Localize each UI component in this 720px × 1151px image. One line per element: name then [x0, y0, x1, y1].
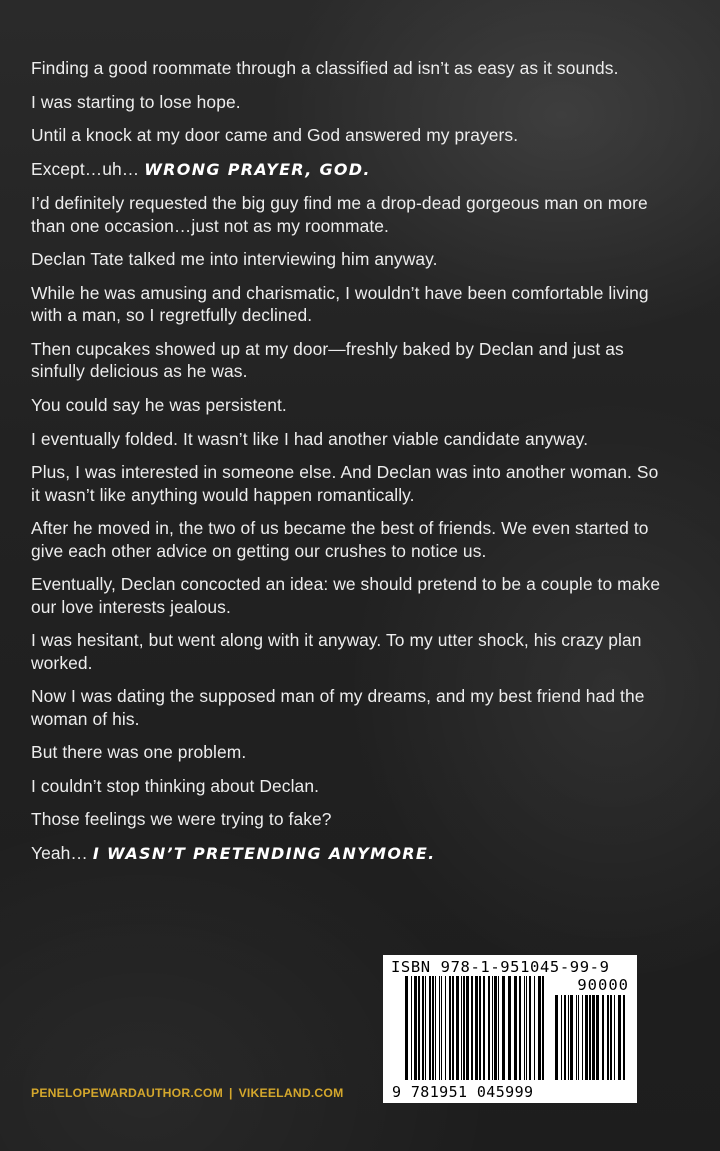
- blurb-paragraph: I’d definitely requested the big guy find me a drop-dead gorgeous man on more than one occasion…just not as my roommate.: [31, 193, 648, 236]
- barcode-stripe: [498, 976, 499, 1080]
- barcode-stripe: [502, 976, 505, 1080]
- barcode-stripe: [479, 976, 481, 1080]
- blurb-paragraph: While he was amusing and charismatic, I wouldn’t have been comfortable living with a man, so I regretfully declined.: [31, 282, 649, 326]
- barcode-stripe: [570, 995, 573, 1080]
- blurb-paragraph: Finding a good roommate through a classified ad isn’t as easy as it sounds.: [31, 58, 619, 78]
- barcode-stripe: [439, 976, 440, 1080]
- barcode-stripe: [529, 976, 531, 1080]
- blurb-paragraph: Then cupcakes showed up at my door—freshly baked by Declan and just as sinfully delicious as he was.: [31, 338, 624, 382]
- blurb-paragraph: Eventually, Declan concocted an idea: we should pretend to be a couple to make our love interests jealous.: [31, 574, 661, 617]
- blurb-text: [31, 57, 671, 877]
- blurb-paragraph: Until a knock at my door came and God answered my prayers.: [31, 125, 519, 146]
- barcode-stripe: [514, 976, 517, 1080]
- blurb-paragraph: I eventually folded. It wasn’t like I had another viable candidate anyway.: [31, 428, 589, 449]
- separator: |: [228, 1086, 233, 1100]
- barcode-stripe: [538, 976, 541, 1080]
- barcode-stripe: [483, 976, 485, 1080]
- barcode-stripe: [414, 976, 417, 1080]
- barcode-stripe: [441, 976, 442, 1080]
- barcode-stripe: [582, 995, 583, 1080]
- website-link[interactable]: VIKEELAND.COM: [238, 1086, 344, 1100]
- barcode-stripe: [435, 976, 436, 1080]
- barcode-stripe: [475, 976, 478, 1080]
- author-websites: [31, 1086, 343, 1100]
- handwritten-accent: I WASN’T PRETENDING ANYMORE.: [92, 843, 436, 863]
- blurb-paragraph: You could say he was persistent.: [31, 394, 287, 415]
- barcode-stripe: [466, 976, 469, 1080]
- blurb-paragraph: I was starting to lose hope.: [31, 91, 241, 112]
- barcode-stripe: [508, 976, 511, 1080]
- barcode-stripe: [596, 995, 599, 1080]
- barcode-stripe: [576, 995, 577, 1080]
- barcode-stripe: [418, 976, 420, 1080]
- ean-digits: 9 781951 045999: [392, 1083, 534, 1101]
- barcode-stripe: [452, 976, 454, 1080]
- barcode-stripe: [405, 976, 408, 1080]
- barcode-stripe: [589, 995, 591, 1080]
- barcode-stripe: [519, 976, 521, 1080]
- barcode-stripe: [568, 995, 569, 1080]
- barcode-stripe: [542, 976, 544, 1080]
- barcode-stripe: [564, 995, 566, 1080]
- blurb-paragraph: But there was one problem.: [31, 742, 247, 763]
- barcode-stripe: [445, 976, 446, 1080]
- blurb-paragraph: Now I was dating the supposed man of my dreams, and my best friend had the woman of his.: [31, 686, 645, 729]
- barcode-stripe: [425, 976, 426, 1080]
- barcode-stripe: [463, 976, 465, 1080]
- barcode-stripe: [494, 976, 497, 1080]
- barcode-stripe: [610, 995, 612, 1080]
- barcode-stripe: [432, 976, 434, 1080]
- barcode-stripe: [449, 976, 451, 1080]
- barcode-stripe: [534, 976, 535, 1080]
- barcode-stripe: [488, 976, 490, 1080]
- barcode-stripe: [456, 976, 459, 1080]
- blurb-paragraph: Those feelings we were trying to fake?: [31, 809, 332, 830]
- blurb-paragraph: Yeah… I WASN’T PRETENDING ANYMORE.: [31, 842, 436, 863]
- isbn-label: ISBN 978-1-951045-99-9: [391, 958, 610, 976]
- barcode-stripe: [524, 976, 525, 1080]
- barcode-stripe: [526, 976, 527, 1080]
- barcode-stripe: [561, 995, 562, 1080]
- barcode-stripe: [614, 995, 615, 1080]
- barcode-stripe: [618, 995, 621, 1080]
- barcode-stripe: [555, 995, 558, 1080]
- isbn-barcode: [383, 955, 637, 1103]
- barcode-stripe: [623, 995, 625, 1080]
- barcode-stripe: [592, 995, 595, 1080]
- barcode-stripe: [492, 976, 493, 1080]
- barcode-stripe: [471, 976, 473, 1080]
- barcode-bars: [405, 976, 545, 1080]
- blurb-paragraph: Declan Tate talked me into interviewing him anyway.: [31, 249, 438, 270]
- barcode-stripe: [578, 995, 579, 1080]
- barcode-stripe: [461, 976, 462, 1080]
- blurb-paragraph: I was hesitant, but went along with it anyway. To my utter shock, his crazy plan worked.: [31, 630, 642, 673]
- barcode-stripe: [602, 995, 604, 1080]
- barcode-stripe: [607, 995, 609, 1080]
- handwritten-accent: WRONG PRAYER, GOD.: [144, 159, 371, 179]
- price-barcode-bars: [555, 995, 627, 1080]
- barcode-stripe: [422, 976, 424, 1080]
- price-code: 90000: [577, 976, 629, 994]
- barcode-stripe: [429, 976, 431, 1080]
- website-link[interactable]: PENELOPEWARDAUTHOR.COM: [31, 1086, 223, 1100]
- barcode-stripe: [411, 976, 412, 1080]
- barcode-stripe: [585, 995, 588, 1080]
- blurb-paragraph: Plus, I was interested in someone else. And Declan was into another woman. So it wasn’t like anything would happen romantically.: [31, 462, 659, 505]
- blurb-paragraph: After he moved in, the two of us became the best of friends. We even started to give each other advice on getting our crushes to notice us.: [31, 518, 649, 561]
- blurb-paragraph: Except…uh… WRONG PRAYER, GOD.: [31, 158, 371, 179]
- blurb-paragraph: I couldn’t stop thinking about Declan.: [31, 775, 320, 796]
